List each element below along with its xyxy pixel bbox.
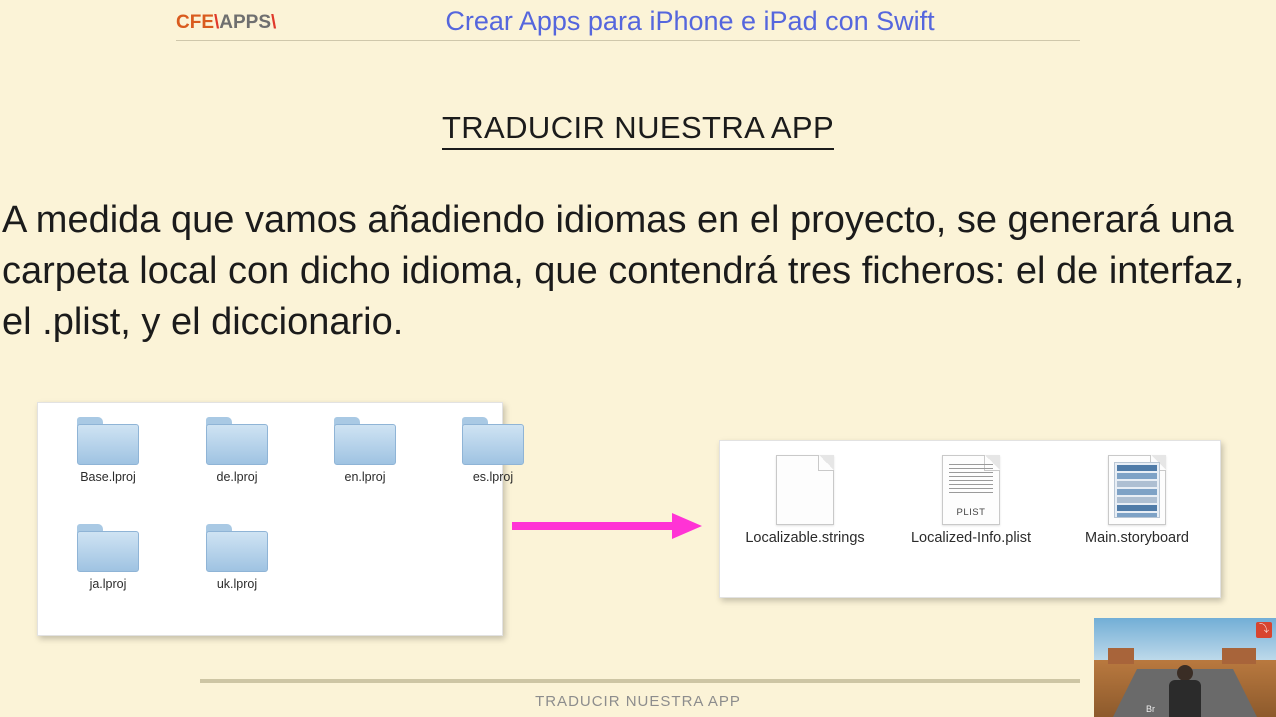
list-item-label: uk.lproj: [216, 577, 258, 591]
pink-arrow-icon: [512, 513, 702, 539]
plist-document-icon: [942, 455, 1000, 525]
slide-header: [0, 0, 1276, 46]
list-item[interactable]: [1062, 455, 1212, 546]
webcam-mesa-left: [1108, 648, 1134, 664]
list-item[interactable]: [896, 455, 1046, 546]
document-lines: [949, 464, 993, 496]
list-item-label: Base.lproj: [80, 470, 136, 484]
list-item[interactable]: [311, 417, 419, 484]
logo-slash-2: \: [271, 12, 277, 33]
course-title: Crear Apps para iPhone e iPad con Swift: [445, 6, 935, 36]
webcam-overlay[interactable]: [1094, 618, 1276, 717]
list-item-label: de.lproj: [216, 470, 258, 484]
lproj-folders-pane: [37, 402, 514, 636]
slide-body-paragraph: A medida que vamos añadiendo idiomas en el proyecto, se generará una carpeta local con dicho idioma, que contendrá tres ficheros: el de interfaz, el .plist, y el diccionario.: [2, 199, 1245, 343]
folder-icon: [462, 417, 524, 465]
page-title-text: TRADUCIR NUESTRA APP: [442, 110, 834, 150]
list-item[interactable]: [439, 417, 547, 484]
page-title: [0, 110, 1276, 146]
localized-files-pane: [719, 440, 1221, 598]
logo-apps-text: APPS: [219, 12, 272, 33]
logo-slash-1: \: [214, 12, 220, 33]
list-item-label: es.lproj: [472, 470, 514, 484]
webcam-label: Br: [1146, 704, 1155, 714]
list-item[interactable]: [730, 455, 880, 546]
header-divider: [176, 40, 1080, 41]
list-item[interactable]: [183, 417, 291, 484]
list-item[interactable]: [183, 524, 291, 591]
list-item-label: Localized-Info.plist: [910, 530, 1032, 546]
webcam-mesa-right: [1222, 648, 1256, 664]
storyboard-thumbnail: [1114, 462, 1160, 518]
folder-icon: [77, 417, 139, 465]
blank-document-icon: [776, 455, 834, 525]
list-item-label: Main.storyboard: [1085, 530, 1189, 546]
arrow-shaft: [512, 522, 677, 530]
list-item-label: ja.lproj: [89, 577, 127, 591]
webcam-presenter: [1169, 665, 1201, 717]
recording-badge-icon[interactable]: ⤵: [1256, 622, 1272, 638]
folder-icon: [206, 417, 268, 465]
list-item[interactable]: [54, 417, 162, 484]
folder-icon: [334, 417, 396, 465]
list-item-label: Localizable.strings: [745, 530, 865, 546]
footer-title: TRADUCIR NUESTRA APP: [535, 693, 741, 710]
list-item-label: en.lproj: [344, 470, 386, 484]
arrow-head: [672, 513, 702, 539]
cfe-apps-logo: [176, 12, 276, 34]
folder-icon: [206, 524, 268, 572]
plist-tag-label: PLIST: [956, 507, 986, 518]
logo-cfe-text: CFE: [176, 12, 214, 33]
list-item[interactable]: [54, 524, 162, 591]
folder-icon: [77, 524, 139, 572]
footer-divider: [200, 679, 1080, 683]
storyboard-document-icon: [1108, 455, 1166, 525]
